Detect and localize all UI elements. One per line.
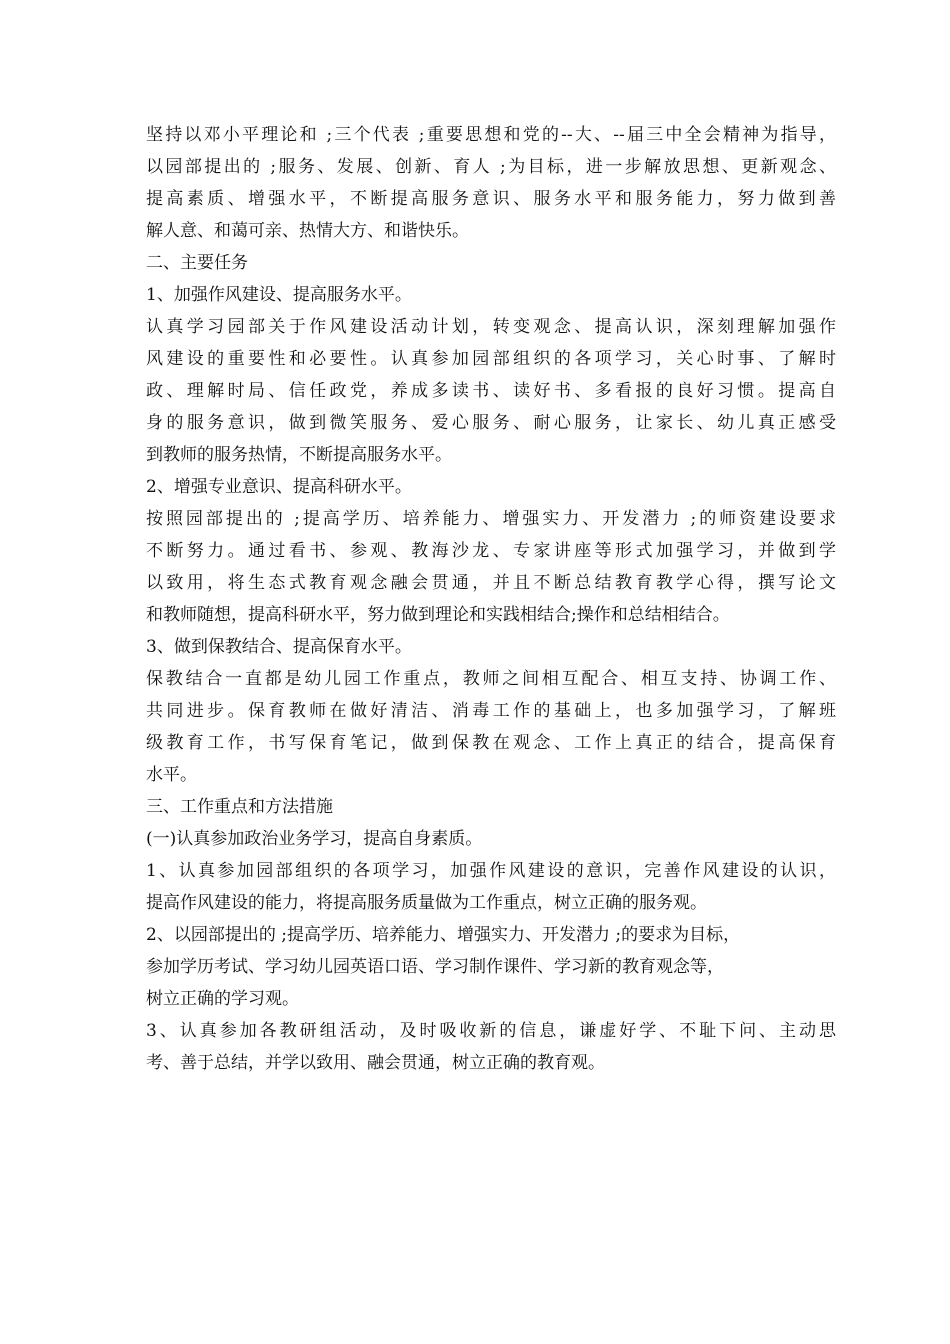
paragraph-line: 认真学习园部关于作风建设活动计划，转变观念、提高认识，深刻理解加强作	[146, 317, 836, 337]
paragraph-line: 坚持以邓小平理论和 ;三个代表 ;重要思想和党的--大、--届三中全会精神为指导，	[146, 125, 836, 145]
paragraph-line: 1、认真参加园部组织的各项学习，加强作风建设的意识，完善作风建设的认识，	[146, 861, 836, 881]
subsection-heading: (一)认真参加政治业务学习，提高自身素质。	[146, 829, 483, 849]
paragraph-line: 2、以园部提出的 ;提高学历、培养能力、增强实力、开发潜力 ;的要求为目标，	[146, 925, 741, 945]
paragraph-line: 政、理解时局、信任政党，养成多读书、读好书、多看报的良好习惯。提高自	[146, 381, 836, 401]
paragraph-line: 以致用，将生态式教育观念融会贯通，并且不断总结教育教学心得，撰写论文	[146, 573, 836, 593]
subsection-heading: 3、做到保教结合、提高保育水平。	[146, 637, 412, 657]
paragraph-line: 到教师的服务热情，不断提高服务水平。	[146, 445, 452, 465]
section-heading: 三、工作重点和方法措施	[146, 797, 333, 817]
paragraph-line: 保教结合一直都是幼儿园工作重点，教师之间相互配合、相互支持、协调工作、	[146, 669, 836, 689]
paragraph-line: 身的服务意识，做到微笑服务、爱心服务、耐心服务，让家长、幼儿真正感受	[146, 413, 836, 433]
paragraph-line: 以园部提出的 ;服务、发展、创新、育人 ;为目标，进一步解放思想、更新观念、	[146, 157, 836, 177]
document-body	[146, 119, 836, 1079]
paragraph-line: 级教育工作，书写保育笔记，做到保教在观念、工作上真正的结合，提高保育	[146, 733, 836, 753]
subsection-heading: 2、增强专业意识、提高科研水平。	[146, 477, 412, 497]
paragraph-line: 参加学历考试、学习幼儿园英语口语、学习制作课件、学习新的教育观念等，	[146, 957, 724, 977]
paragraph-line: 水平。	[146, 765, 197, 785]
subsection-heading: 1、加强作风建设、提高服务水平。	[146, 285, 412, 305]
paragraph-line: 3、认真参加各教研组活动，及时吸收新的信息，谦虚好学、不耻下问、主动思	[146, 1021, 836, 1041]
paragraph-line: 提高作风建设的能力，将提高服务质量做为工作重点，树立正确的服务观。	[146, 893, 707, 913]
section-heading: 二、主要任务	[146, 253, 248, 273]
paragraph-line: 解人意、和蔼可亲、热情大方、和谐快乐。	[146, 221, 469, 241]
paragraph-line: 提高素质、增强水平，不断提高服务意识、服务水平和服务能力，努力做到善	[146, 189, 836, 209]
paragraph-line: 风建设的重要性和必要性。认真参加园部组织的各项学习，关心时事、了解时	[146, 349, 836, 369]
paragraph-line: 树立正确的学习观。	[146, 989, 299, 1009]
paragraph-line: 按照园部提出的 ;提高学历、培养能力、增强实力、开发潜力 ;的师资建设要求	[146, 509, 836, 529]
paragraph-line: 考、善于总结，并学以致用、融会贯通，树立正确的教育观。	[146, 1053, 605, 1073]
paragraph-line: 共同进步。保育教师在做好清洁、消毒工作的基础上，也多加强学习，了解班	[146, 701, 836, 721]
paragraph-line: 不断努力。通过看书、参观、教海沙龙、专家讲座等形式加强学习，并做到学	[146, 541, 836, 561]
paragraph-line: 和教师随想，提高科研水平，努力做到理论和实践相结合;操作和总结相结合。	[146, 605, 730, 625]
